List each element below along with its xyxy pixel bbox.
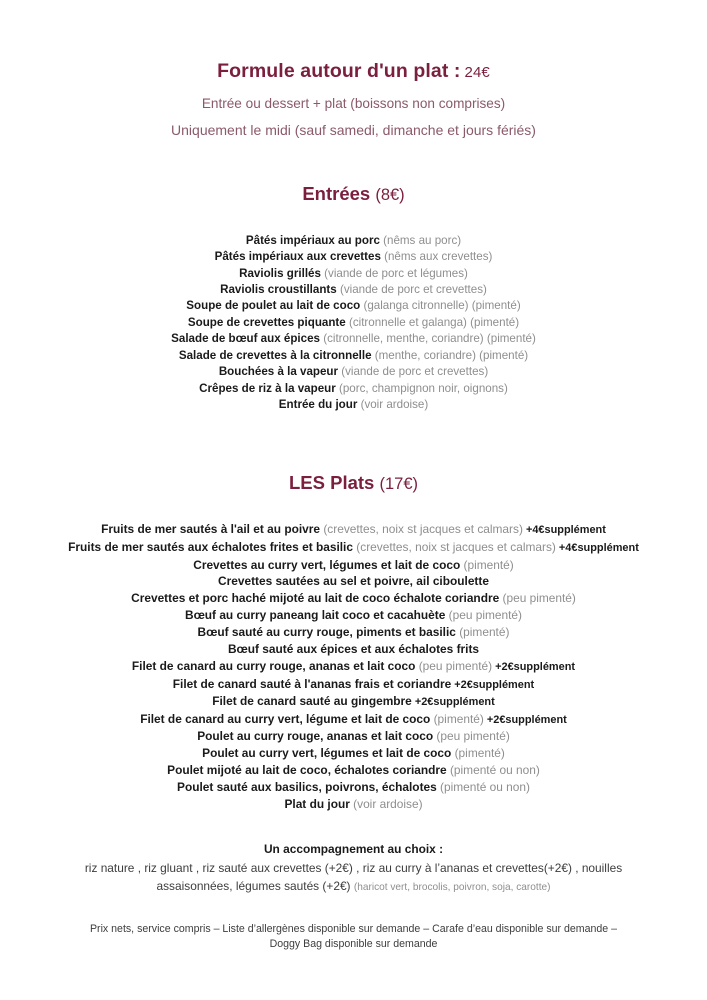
accompaniment-line-2: légumes sautés (+2€): [235, 879, 351, 894]
section-heading-entrees: [32, 183, 675, 206]
dish-item: [32, 796, 675, 813]
dish-item: [32, 298, 675, 314]
dish-name: Filet de canard au curry rouge, ananas et lait coco: [131, 658, 416, 673]
dish-name: Pâtés impériaux au porc: [245, 233, 380, 247]
dish-item: [32, 676, 675, 694]
dish-name: Poulet sauté aux basilics, poivrons, échalotes: [177, 779, 437, 794]
dish-item: [32, 397, 675, 413]
dish-name: Filet de canard sauté au gingembre: [212, 694, 412, 709]
dish-description: (peu pimenté): [499, 591, 576, 606]
dish-name: Crevettes sautées au sel et poivre, ail ciboulette: [218, 574, 489, 589]
dish-item: [32, 249, 675, 265]
dish-description: (pimenté ou non): [436, 779, 530, 794]
dish-description: (peu pimenté): [433, 729, 510, 744]
dish-name: Filet de canard sauté à l'ananas frais et coriandre: [172, 676, 452, 691]
dish-item: [32, 762, 675, 779]
dish-item: [32, 607, 675, 624]
dish-item: [32, 233, 675, 249]
dish-item: [32, 266, 675, 282]
dish-item: [32, 779, 675, 796]
dish-item: [32, 590, 675, 607]
dish-description: (voir ardoise): [357, 398, 429, 412]
dish-item: [32, 381, 675, 397]
dish-description: (menthe, coriandre) (pimenté): [371, 348, 529, 362]
dish-description: (citronnelle, menthe, coriandre) (pimenté): [319, 332, 536, 346]
dish-name: Soupe de crevettes piquante: [187, 315, 346, 329]
plats-heading-text: LES Plats: [288, 471, 375, 493]
entrees-price: (8€): [375, 185, 405, 204]
dish-item: [32, 331, 675, 347]
formule-title-text: Formule autour d'un plat :: [217, 60, 461, 82]
dish-name: Raviolis croustillants: [220, 283, 337, 297]
dish-name: Bœuf au curry paneang lait coco et cacahuète: [184, 608, 446, 623]
dish-item: [32, 624, 675, 641]
dish-supplement: +2€supplément: [492, 660, 576, 673]
dish-description: (nêms au porc): [379, 233, 462, 247]
dish-name: Crêpes de riz à la vapeur: [199, 381, 336, 395]
dish-description: (galanga citronnelle) (pimenté): [360, 299, 521, 313]
dish-item: [32, 573, 675, 590]
dish-name: Crevettes et porc haché mijoté au lait de coco échalote coriandre: [131, 591, 500, 606]
formule-subtitle-2: Uniquement le midi (sauf samedi, dimanche et jours fériés): [171, 122, 536, 139]
dish-name: Fruits de mer sautés aux échalotes frites et basilic: [68, 540, 353, 554]
formule-title: [32, 60, 675, 83]
dish-item: [32, 745, 675, 762]
dish-name: Filet de canard au curry vert, légume et lait de coco: [140, 711, 431, 726]
dish-supplement: +2€supplément: [483, 713, 567, 726]
dish-item: [32, 364, 675, 380]
dish-description: (pimenté ou non): [446, 762, 540, 777]
dish-item: [32, 521, 675, 539]
dish-name: Poulet au curry rouge, ananas et lait coco: [197, 729, 434, 744]
dish-name: Raviolis grillés: [239, 266, 321, 280]
dish-item: [32, 728, 675, 745]
dish-name: Pâtés impériaux aux crevettes: [214, 250, 381, 264]
dish-item: [32, 282, 675, 298]
dish-item: [32, 348, 675, 364]
dish-name: Fruits de mer sautés à l'ail et au poivre: [101, 522, 321, 537]
dish-name: Bœuf sauté aux épices et aux échalotes frits: [227, 642, 480, 657]
accompaniment-note: (haricot vert, brocolis, poivron, soja, carotte): [353, 882, 551, 894]
dish-name: Salade de crevettes à la citronnelle: [178, 348, 372, 362]
dish-item: [32, 658, 675, 676]
section-heading-plats: [32, 472, 675, 495]
formule-price: 24€: [464, 64, 490, 81]
dish-description: (viande de porc et crevettes): [336, 283, 487, 297]
dish-supplement: +2€supplément: [411, 696, 495, 709]
dish-supplement: +2€supplément: [451, 678, 535, 691]
dish-name: Soupe de poulet au lait de coco: [186, 299, 361, 313]
plats-price: (17€): [379, 474, 418, 493]
dish-name: Bouchées à la vapeur: [218, 365, 339, 379]
dish-name: Plat du jour: [284, 796, 350, 811]
dish-description: (pimenté): [430, 711, 484, 726]
accompaniment-body: [32, 860, 675, 896]
dish-description: (porc, champignon noir, oignons): [335, 381, 508, 395]
dish-description: (pimenté): [460, 557, 514, 572]
entrees-heading-text: Entrées: [302, 182, 371, 204]
accompaniment-block: [32, 841, 675, 896]
dish-description: (voir ardoise): [349, 796, 423, 811]
dish-name: Poulet mijoté au lait de coco, échalotes coriandre: [167, 762, 447, 777]
dish-item: [32, 641, 675, 658]
dish-item: [32, 315, 675, 331]
dish-name: Entrée du jour: [278, 398, 358, 412]
footer-notice: Prix nets, service compris – Liste d’allergènes disponible sur demande – Carafe d’eau disponible sur demande – Doggy Bag disponible sur demande: [89, 923, 618, 951]
dish-item: [32, 557, 675, 574]
dish-name: Bœuf sauté au curry rouge, piments et basilic: [197, 625, 456, 640]
accompaniment-line-1: riz nature , riz gluant , riz sauté aux crevettes (+2€) , riz au curry à l’ananas et crevettes(+2€) , nouilles assaisonnées,: [84, 861, 623, 894]
dish-supplement: +4€supplément: [555, 542, 639, 554]
dish-supplement: +4€supplément: [522, 524, 606, 537]
dish-description: (pimenté): [455, 625, 510, 640]
dish-description: (peu pimenté): [445, 608, 522, 623]
formule-subtitle-1: Entrée ou dessert + plat (boissons non comprises): [201, 96, 506, 112]
dish-description: (nêms aux crevettes): [380, 250, 493, 264]
dish-item: [32, 539, 675, 557]
dish-description: (pimenté): [451, 746, 505, 761]
plats-dish-list: [32, 521, 675, 812]
dish-name: Poulet au curry vert, légumes et lait de coco: [202, 746, 452, 761]
formule-block: [32, 0, 675, 140]
dish-description: (peu pimenté): [415, 658, 493, 673]
dish-name: Crevettes au curry vert, légumes et lait de coco: [193, 557, 461, 572]
dish-description: (citronnelle et galanga) (pimenté): [345, 315, 520, 329]
dish-item: [32, 693, 675, 711]
accompaniment-title: Un accompagnement au choix :: [263, 841, 444, 856]
dish-description: (crevettes, noix st jacques et calmars): [320, 522, 523, 537]
dish-name: Salade de bœuf aux épices: [171, 332, 320, 346]
dish-description: (crevettes, noix st jacques et calmars): [352, 540, 556, 554]
entrees-dish-list: [32, 233, 675, 414]
dish-description: (viande de porc et crevettes): [338, 365, 489, 379]
dish-item: [32, 711, 675, 729]
dish-description: (viande de porc et légumes): [320, 266, 468, 280]
